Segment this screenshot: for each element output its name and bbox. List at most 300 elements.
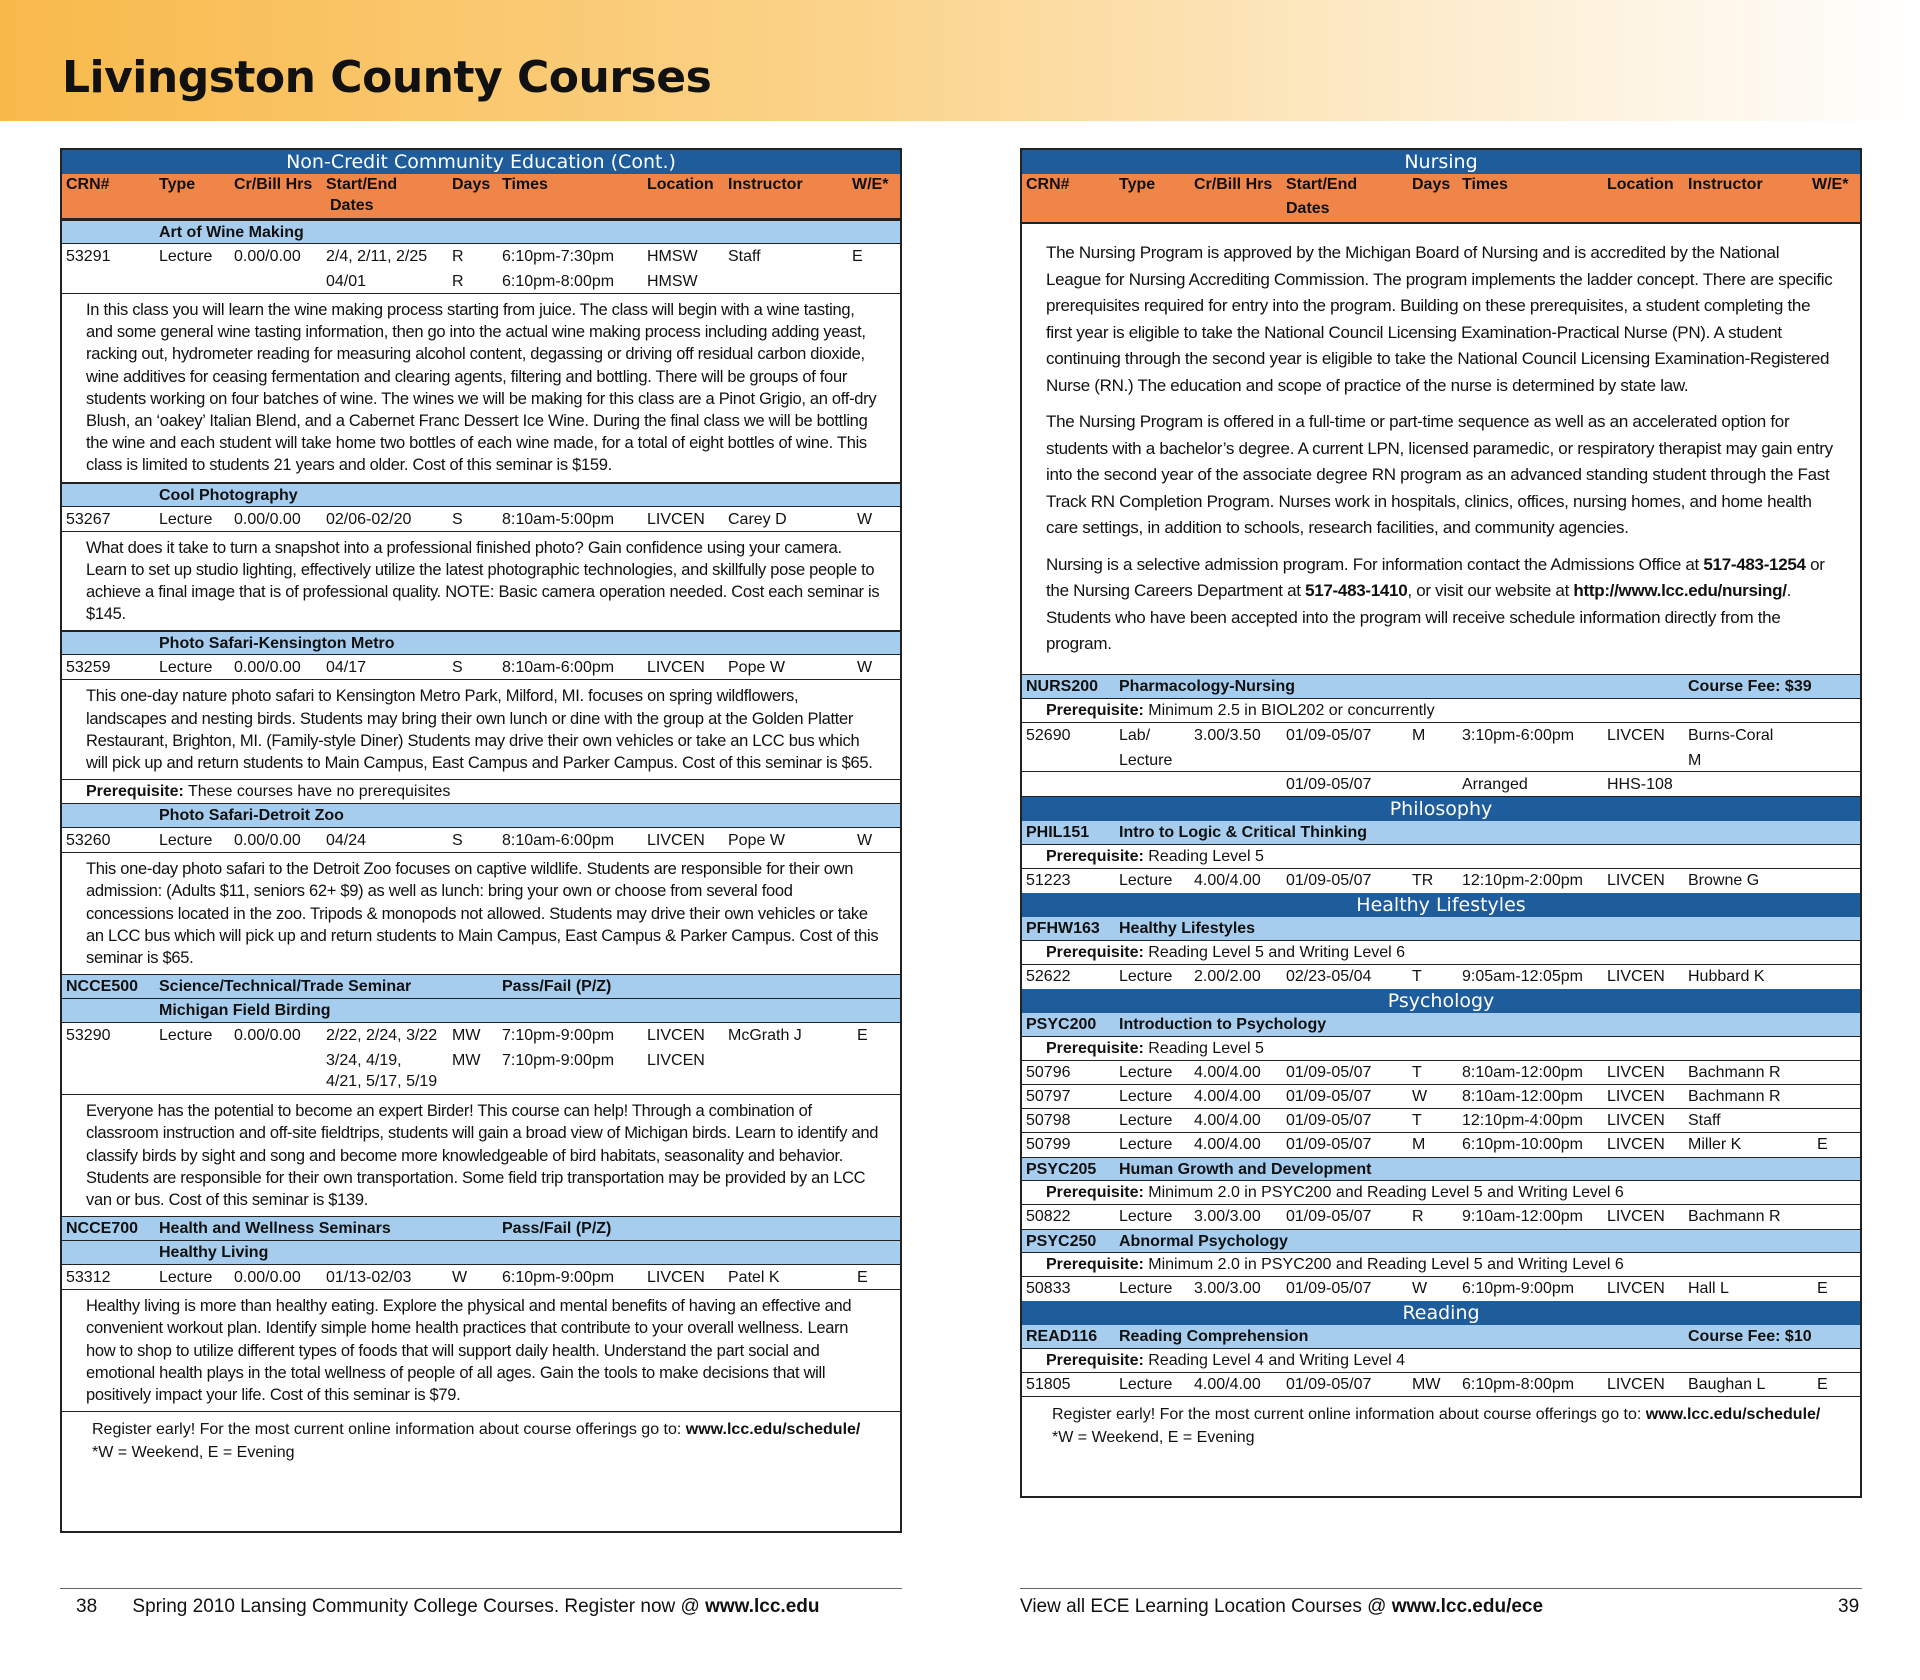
cell-days: MW <box>452 1052 481 1070</box>
cell-instructor: Hall L <box>1688 1279 1729 1297</box>
table-row <box>1022 748 1860 772</box>
cell-days: MW <box>1412 1375 1441 1393</box>
cell-type: Lab/ <box>1119 726 1151 744</box>
col-we: W/E* <box>1812 176 1849 193</box>
cell-location: LIVCEN <box>1607 1111 1665 1129</box>
col-times: Times <box>1462 176 1508 193</box>
cell-dates: 01/09-05/07 <box>1286 1279 1372 1297</box>
cell-crn: 51223 <box>1026 871 1071 889</box>
cell-type: Lecture <box>1119 1135 1173 1153</box>
cell-crn: 50797 <box>1026 1087 1071 1105</box>
cell-type: Lecture <box>159 659 213 677</box>
cell-we: W <box>857 510 873 528</box>
cell-location: HMSW <box>647 273 698 290</box>
course-code: PSYC200 <box>1026 1015 1097 1033</box>
cell-days: R <box>1412 1207 1424 1225</box>
cell-times: 8:10am-6:00pm <box>502 832 615 850</box>
cell-times: 6:10pm-8:00pm <box>502 273 615 290</box>
prereq-text: Minimum 2.5 in BIOL202 or concurrently <box>1143 701 1435 719</box>
section-header-philosophy: Philosophy <box>1022 797 1860 821</box>
nursing-paragraph-2: The Nursing Program is offered in a full-time or part-time sequence as well as an accelerated option for students with a bachelor’s degree. A current LPN, licensed paramedic, or respiratory therapist may gain entry into the second year of the associate degree RN program as an advanced standing student through the Fast Track RN Completion Program. Nurses work in hospitals, clinics, offices, nursing homes, and home health care settings, in addition to schools, research facilities, and community agencies. <box>1046 412 1833 537</box>
cell-type: Lecture <box>1119 1375 1173 1393</box>
cell-crn: 53260 <box>66 832 111 850</box>
prerequisite <box>1022 699 1860 723</box>
course-grading: Pass/Fail (P/Z) <box>502 1220 612 1238</box>
cell-we: W <box>857 832 873 850</box>
prereq-label: Prerequisite: <box>1046 943 1144 961</box>
cell-times: 6:10pm-7:30pm <box>502 248 615 265</box>
prerequisite <box>1022 1037 1860 1061</box>
cell-dates: 01/13-02/03 <box>326 1269 412 1287</box>
course-band-read116 <box>1022 1325 1860 1349</box>
cell-days: T <box>1412 1111 1422 1129</box>
prerequisite <box>1022 845 1860 869</box>
prereq-text: These courses have no prerequisites <box>183 783 451 801</box>
cell-hrs: 0.00/0.00 <box>234 1027 301 1045</box>
cell-days: TR <box>1412 871 1434 889</box>
cell-hrs: 0.00/0.00 <box>234 659 301 677</box>
table-row <box>1022 1061 1860 1085</box>
table-row <box>1022 1085 1860 1109</box>
table-row <box>62 1265 900 1290</box>
cell-type: Lecture <box>159 1027 213 1045</box>
cell-times: 8:10am-5:00pm <box>502 510 615 528</box>
prereq-label: Prerequisite: <box>1046 1039 1144 1057</box>
cell-dates: 01/09-05/07 <box>1286 726 1372 744</box>
prereq-label: Prerequisite: <box>86 783 184 801</box>
cell-hrs: 4.00/4.00 <box>1194 1087 1261 1105</box>
cell-dates: 01/09-05/07 <box>1286 775 1372 793</box>
cell-times: 6:10pm-10:00pm <box>1462 1135 1583 1153</box>
cell-instructor: Miller K <box>1688 1135 1742 1153</box>
cell-type: Lecture <box>159 248 213 265</box>
cell-type: Lecture <box>1119 1207 1173 1225</box>
cell-location: LIVCEN <box>1607 967 1665 985</box>
cell-instructor: Bachmann R <box>1688 1207 1781 1225</box>
cell-location: LIVCEN <box>1607 1087 1665 1105</box>
col-hrs: Cr/Bill Hrs <box>234 176 313 193</box>
course-band-pfhw163 <box>1022 917 1860 941</box>
cell-days: W <box>452 1269 468 1287</box>
cell-hrs: 0.00/0.00 <box>234 510 301 528</box>
cell-type: Lecture <box>1119 1087 1173 1105</box>
table-row <box>1022 1277 1860 1301</box>
cell-times: 12:10pm-4:00pm <box>1462 1111 1583 1129</box>
cell-instructor: Browne G <box>1688 871 1760 889</box>
footer-rule-left <box>60 1588 902 1589</box>
course-name: Healthy Lifestyles <box>1119 919 1256 937</box>
footer-text: View all ECE Learning Location Courses @ <box>1020 1596 1392 1617</box>
prereq-label: Prerequisite: <box>1046 1351 1144 1369</box>
cell-location: LIVCEN <box>647 832 705 850</box>
cell-hrs: 4.00/4.00 <box>1194 1063 1261 1081</box>
p3-text: Nursing is a selective admission program. For information contact the Admissions Office at <box>1046 554 1704 574</box>
admissions-phone: 517-483-1254 <box>1703 554 1806 574</box>
course-band-wine <box>62 220 900 244</box>
cell-hrs: 4.00/4.00 <box>1194 1135 1261 1153</box>
cell-instructor: Pope W <box>728 659 785 677</box>
cell-we: E <box>857 1269 868 1287</box>
cell-dates: 01/09-05/07 <box>1286 1135 1372 1153</box>
cell-hrs: 3.00/3.00 <box>1194 1207 1261 1225</box>
course-band-psyc200 <box>1022 1013 1860 1037</box>
course-band-ncce700 <box>62 1217 900 1241</box>
cell-times: 3:10pm-6:00pm <box>1462 726 1575 744</box>
cell-location: LIVCEN <box>1607 1207 1665 1225</box>
cell-instructor: Carey D <box>728 510 787 528</box>
prerequisite <box>1022 1349 1860 1373</box>
course-title: Art of Wine Making <box>159 224 304 241</box>
cell-location: LIVCEN <box>647 1052 705 1070</box>
course-title: Photo Safari-Kensington Metro <box>159 635 395 653</box>
cell-crn: 53267 <box>66 510 111 528</box>
col-type: Type <box>1119 176 1156 193</box>
cell-times: 7:10pm-9:00pm <box>502 1052 615 1070</box>
course-description: What does it take to turn a snapshot into a professional finished photo? Gain confidence using your camera. Learn to set up studio lighting, effectively utilize the latest photographic technologies, and skillfully pose people to achieve a final image that is of professional quality. NOTE: Basic camera operation needed. Cost each seminar is $145. <box>62 532 900 632</box>
cell-location: LIVCEN <box>647 1269 705 1287</box>
nursing-phone: 517-483-1410 <box>1305 581 1408 600</box>
cell-times: Arranged <box>1462 775 1528 793</box>
prereq-label: Prerequisite: <box>1046 1255 1144 1273</box>
cell-instructor: Pope W <box>728 832 785 850</box>
cell-location: LIVCEN <box>647 510 705 528</box>
col-days: Days <box>452 176 491 193</box>
cell-hrs: 0.00/0.00 <box>234 832 301 850</box>
cell-hrs: 3.00/3.50 <box>1194 726 1261 744</box>
table-row <box>62 1048 900 1073</box>
course-band-psyc250 <box>1022 1229 1860 1253</box>
column-headers <box>1022 174 1860 224</box>
col-location: Location <box>1607 176 1674 193</box>
footer-rule-right <box>1020 1588 1862 1589</box>
course-title: Healthy Living <box>159 1244 269 1262</box>
cell-times: 6:10pm-9:00pm <box>502 1269 615 1287</box>
page-title: Livingston County Courses <box>62 52 712 103</box>
cell-dates: 01/09-05/07 <box>1286 1087 1372 1105</box>
prereq-text: Reading Level 4 and Writing Level 4 <box>1143 1351 1406 1369</box>
cell-type: Lecture <box>159 1269 213 1287</box>
cell-hrs: 4.00/4.00 <box>1194 871 1261 889</box>
cell-times: 9:05am-12:05pm <box>1462 967 1583 985</box>
cell-crn: 52622 <box>1026 967 1071 985</box>
cell-dates: 01/09-05/07 <box>1286 1375 1372 1393</box>
cell-days: MW <box>452 1027 481 1045</box>
cell-instructor: Patel K <box>728 1269 780 1287</box>
course-description: This one-day nature photo safari to Kensington Metro Park, Milford, MI. focuses on spring wildflowers, landscapes and nesting birds. Students may bring their own lunch or dine with the group at the Golden Platter Restaurant, Brighton, MI. (Family-style Diner) Students may drive their own vehicles or take an LCC bus which will pick up and return students to Main Campus, East Campus and Parker Campus. Cost of this seminar is $65. <box>62 680 900 780</box>
p3-text: , or visit our website at <box>1407 581 1574 600</box>
note-text: Register early! For the most current online information about course offerings go to: <box>92 1421 686 1439</box>
cell-dates: 01/09-05/07 <box>1286 1111 1372 1129</box>
page-number: 38 <box>76 1596 98 1617</box>
cell-location: LIVCEN <box>1607 1279 1665 1297</box>
cell-dates: 02/23-05/04 <box>1286 967 1372 985</box>
footer-right <box>1020 1596 1543 1618</box>
nursing-link[interactable]: http://www.lcc.edu/nursing/ <box>1573 581 1787 600</box>
footer-left <box>76 1596 820 1618</box>
cell-crn: 50799 <box>1026 1135 1071 1153</box>
cell-type: Lecture <box>159 832 213 850</box>
cell-location: LIVCEN <box>1607 1135 1665 1153</box>
cell-crn: 52690 <box>1026 726 1071 744</box>
course-name: Introduction to Psychology <box>1119 1015 1327 1033</box>
table-row <box>1022 965 1860 989</box>
cell-hrs: 4.00/4.00 <box>1194 1111 1261 1129</box>
col-crn: CRN# <box>66 176 110 193</box>
ece-link[interactable]: www.lcc.edu/ece <box>1391 1596 1544 1617</box>
cell-location: LIVCEN <box>647 1027 705 1045</box>
course-code: PFHW163 <box>1026 919 1100 937</box>
cell-instructor: Burns-Coral <box>1688 726 1774 744</box>
course-name: Science/Technical/Trade Seminar <box>159 978 412 996</box>
cell-crn: 50822 <box>1026 1207 1071 1225</box>
cell-instructor: M <box>1688 751 1702 769</box>
table-row <box>62 1073 900 1095</box>
cell-we: E <box>1817 1375 1828 1393</box>
cell-location: LIVCEN <box>1607 1375 1665 1393</box>
cell-crn: 51805 <box>1026 1375 1071 1393</box>
legend-text: *W = Weekend, E = Evening <box>92 1444 295 1462</box>
cell-type: Lecture <box>1119 751 1173 769</box>
cell-crn: 53312 <box>66 1269 111 1287</box>
table-row <box>1022 1109 1860 1133</box>
cell-instructor: Bachmann R <box>1688 1063 1781 1081</box>
cell-we: E <box>1817 1279 1828 1297</box>
p3-text: or the Nursing Careers Department at <box>1046 554 1825 600</box>
prereq-text: Reading Level 5 <box>1143 1039 1264 1057</box>
course-code: NCCE500 <box>66 978 139 996</box>
prerequisite <box>1022 941 1860 965</box>
cell-days: S <box>452 659 463 677</box>
legend-text: *W = Weekend, E = Evening <box>1052 1428 1255 1446</box>
footer-text: Spring 2010 Lansing Community College Courses. Register now @ <box>132 1596 706 1617</box>
col-dates-2: Dates <box>330 197 374 214</box>
col-instructor: Instructor <box>1688 176 1763 193</box>
cell-dates: 04/24 <box>326 832 367 850</box>
cell-days: M <box>1412 1135 1426 1153</box>
prereq-label: Prerequisite: <box>1046 1183 1144 1201</box>
table-row <box>1022 723 1860 748</box>
col-hrs: Cr/Bill Hrs <box>1194 176 1273 193</box>
cell-times: 12:10pm-2:00pm <box>1462 871 1583 889</box>
course-band-psyc205 <box>1022 1157 1860 1181</box>
cell-times: 7:10pm-9:00pm <box>502 1027 615 1045</box>
right-course-table <box>1020 148 1862 1498</box>
col-times: Times <box>502 176 548 193</box>
register-note <box>1022 1397 1860 1449</box>
cell-instructor: McGrath J <box>728 1027 802 1045</box>
cell-dates: 02/06-02/20 <box>326 510 412 528</box>
course-code: NURS200 <box>1026 677 1099 695</box>
course-description: Everyone has the potential to become an expert Birder! This course can help! Through a combination of classroom instruction and off-site fieldtrips, students will gain a broad view of Michigan birds. Learn to identify and classify birds by sight and song and become more knowledgeable of bird habitats, seasonality and behavior. Students are responsible for their own transportation. Some field trip transportation may be provided by an LCC van or bus. Cost of this seminar is $139. <box>62 1095 900 1217</box>
cell-type: Lecture <box>1119 871 1173 889</box>
course-name: Human Growth and Development <box>1119 1160 1372 1178</box>
cell-location: HMSW <box>647 248 698 265</box>
course-description: In this class you will learn the wine making process starting from juice. The class will begin with a wine tasting, and some general wine tasting information, then go into the actual wine making process including adding yeast, racking out, hydrometer reading for measuring alcohol content, degassing or driving off residual carbon dioxide, wine additives for ceasing fermentation and clearing agents, filtering and bottling. There will be groups of four students working on four batches of wine. The wines we will be making for this class are a Pinot Grigio, an off-dry Blush, an ‘oakey’ Italian Blend, and a Cabernet Franc Dessert Ice Wine. During the final class we will be bottling the wine and each student will take home two bottles of each wine made, for a total of eight bottles of wine. This class is limited to students 21 years and older. Cost of this seminar is $159. <box>62 294 900 483</box>
lcc-link[interactable]: www.lcc.edu <box>705 1596 820 1617</box>
table-row <box>62 828 900 853</box>
course-title: Michigan Field Birding <box>159 1002 331 1020</box>
cell-we: E <box>857 1027 868 1045</box>
cell-crn: 53291 <box>66 248 111 265</box>
cell-hrs: 3.00/3.00 <box>1194 1279 1261 1297</box>
prereq-label: Prerequisite: <box>1046 701 1144 719</box>
course-title: Cool Photography <box>159 486 298 504</box>
cell-instructor: Staff <box>1688 1111 1721 1129</box>
cell-hrs: 4.00/4.00 <box>1194 1375 1261 1393</box>
cell-location: HHS-108 <box>1607 775 1673 793</box>
cell-days: T <box>1412 967 1422 985</box>
cell-times: 9:10am-12:00pm <box>1462 1207 1583 1225</box>
table-row <box>62 507 900 532</box>
course-name: Intro to Logic & Critical Thinking <box>1119 823 1367 841</box>
col-dates: Start/End <box>1286 176 1358 193</box>
cell-days: R <box>452 273 464 290</box>
prereq-text: Reading Level 5 <box>1143 847 1264 865</box>
cell-dates: 2/4, 2/11, 2/25 <box>326 248 428 265</box>
cell-we: W <box>857 659 873 677</box>
cell-type: Lecture <box>1119 1279 1173 1297</box>
nursing-paragraph-3 <box>1046 552 1838 658</box>
footer-right-page <box>1838 1596 1859 1618</box>
cell-location: LIVCEN <box>647 659 705 677</box>
prereq-label: Prerequisite: <box>1046 847 1144 865</box>
prereq-text: Minimum 2.0 in PSYC200 and Reading Level 5 and Writing Level 6 <box>1143 1255 1624 1273</box>
cell-dates: 4/21, 5/17, 5/19 <box>326 1073 438 1091</box>
course-name: Pharmacology-Nursing <box>1119 677 1296 695</box>
table-row <box>62 655 900 680</box>
cell-days: S <box>452 510 463 528</box>
cell-days: R <box>452 248 464 265</box>
prereq-text: Reading Level 5 and Writing Level 6 <box>1143 943 1406 961</box>
cell-we: E <box>852 248 863 265</box>
cell-hrs: 2.00/2.00 <box>1194 967 1261 985</box>
cell-dates: 01/09-05/07 <box>1286 871 1372 889</box>
prerequisite <box>1022 1253 1860 1277</box>
cell-location: LIVCEN <box>1607 1063 1665 1081</box>
course-code: PHIL151 <box>1026 823 1090 841</box>
prerequisite <box>1022 1181 1860 1205</box>
cell-crn: 50796 <box>1026 1063 1071 1081</box>
cell-dates: 01/09-05/07 <box>1286 1207 1372 1225</box>
table-row <box>1022 772 1860 797</box>
cell-location: LIVCEN <box>1607 871 1665 889</box>
course-description: This one-day photo safari to the Detroit Zoo focuses on captive wildlife. Students are responsible for their own admission: (Adults $11, seniors 62+ $9) as well as lunch: bring your own or choose from several food concessions located in the zoo. Tripods & monopods not allowed. Students may drive their own vehicles or take an LCC bus which will pick up and return students to Main Campus, East Campus & Parker Campus. Cost of this seminar is $65. <box>62 853 900 975</box>
course-name: Reading Comprehension <box>1119 1327 1309 1345</box>
nursing-description <box>1022 224 1860 675</box>
cell-hrs: 0.00/0.00 <box>234 248 301 265</box>
table-row <box>62 269 900 294</box>
course-band-field-birding <box>62 999 900 1023</box>
cell-instructor: Bachmann R <box>1688 1087 1781 1105</box>
cell-type: Lecture <box>1119 967 1173 985</box>
course-title: Photo Safari-Detroit Zoo <box>159 807 344 825</box>
col-dates: Start/End <box>326 176 398 193</box>
course-band-detroit-zoo <box>62 804 900 828</box>
column-headers <box>62 174 900 220</box>
course-band-healthy-living <box>62 1241 900 1265</box>
cell-we: E <box>1817 1135 1828 1153</box>
col-crn: CRN# <box>1026 176 1070 193</box>
course-name: Health and Wellness Seminars <box>159 1220 391 1238</box>
cell-dates: 01/09-05/07 <box>1286 1063 1372 1081</box>
cell-location: LIVCEN <box>1607 726 1665 744</box>
cell-crn: 53259 <box>66 659 111 677</box>
col-type: Type <box>159 176 196 193</box>
cell-times: 6:10pm-8:00pm <box>1462 1375 1575 1393</box>
cell-type: Lecture <box>1119 1063 1173 1081</box>
prerequisite <box>62 780 900 804</box>
table-row <box>62 244 900 269</box>
cell-crn: 53290 <box>66 1027 111 1045</box>
p3-text: . Students who have been accepted into the program will receive schedule information directly from the program. <box>1046 581 1792 653</box>
col-dates-2: Dates <box>1286 200 1330 217</box>
course-name: Abnormal Psychology <box>1119 1232 1288 1250</box>
cell-dates: 04/01 <box>326 273 367 290</box>
note-text: Register early! For the most current online information about course offerings go to: <box>1052 1405 1646 1423</box>
cell-instructor: Baughan L <box>1688 1375 1766 1393</box>
cell-type: Lecture <box>159 510 213 528</box>
course-code: PSYC250 <box>1026 1232 1097 1250</box>
schedule-link[interactable]: www.lcc.edu/schedule/ <box>1645 1405 1821 1423</box>
cell-dates: 04/17 <box>326 659 367 677</box>
course-band-phil151 <box>1022 821 1860 845</box>
table-row <box>1022 1373 1860 1397</box>
page-number: 39 <box>1838 1596 1860 1617</box>
course-band-cool-photography <box>62 483 900 507</box>
cell-dates: 2/22, 2/24, 3/22 <box>326 1027 438 1045</box>
section-header-psychology: Psychology <box>1022 989 1860 1013</box>
course-code: READ116 <box>1026 1327 1098 1345</box>
cell-type: Lecture <box>1119 1111 1173 1129</box>
section-header-healthy-lifestyles: Healthy Lifestyles <box>1022 893 1860 917</box>
course-fee: Course Fee: $39 <box>1688 677 1812 695</box>
section-header-noncredit: Non-Credit Community Education (Cont.) <box>62 150 900 174</box>
cell-instructor: Staff <box>728 248 761 265</box>
table-row <box>1022 869 1860 893</box>
table-row <box>1022 1133 1860 1157</box>
col-days: Days <box>1412 176 1451 193</box>
course-description: Healthy living is more than healthy eating. Explore the physical and mental benefits of having an effective and convenient workout plan. Identify simple home health practices that contribute to your overall wellness. Learn how to shop to utilize different types of foods that will support daily health. Understand the part social and emotional health plays in the total wellness of people of all ages. Gain the tools to make decisions that will positively impact your life. Cost of this seminar is $79. <box>62 1290 900 1412</box>
section-header-reading: Reading <box>1022 1301 1860 1325</box>
register-note <box>62 1412 900 1464</box>
cell-times: 8:10am-12:00pm <box>1462 1063 1583 1081</box>
cell-days: W <box>1412 1087 1428 1105</box>
course-band-nurs200 <box>1022 675 1860 699</box>
cell-days: W <box>1412 1279 1428 1297</box>
cell-hrs: 0.00/0.00 <box>234 1269 301 1287</box>
cell-times: 6:10pm-9:00pm <box>1462 1279 1575 1297</box>
table-row <box>62 1023 900 1048</box>
course-band-ncce500 <box>62 975 900 999</box>
cell-times: 8:10am-12:00pm <box>1462 1087 1583 1105</box>
cell-times: 8:10am-6:00pm <box>502 659 615 677</box>
prereq-text: Minimum 2.0 in PSYC200 and Reading Level 5 and Writing Level 6 <box>1143 1183 1624 1201</box>
col-location: Location <box>647 176 714 193</box>
cell-instructor: Hubbard K <box>1688 967 1765 985</box>
col-instructor: Instructor <box>728 176 803 193</box>
cell-dates: 3/24, 4/19, <box>326 1052 402 1070</box>
course-band-kensington <box>62 631 900 655</box>
nursing-paragraph-1: The Nursing Program is approved by the Michigan Board of Nursing and is accredited by the National League for Nursing Accrediting Commission. The program implements the ladder concept. There are specific prerequisites required for entry into the program. Building on these prerequisites, a student completing the first year is eligible to take the National Council Licensing Examination-Practical Nurse (PN). A student continuing through the second year is eligible to take the National Council Licensing Examination-Registered Nurse (RN.) The education and scope of practice of the nurse is determined by state law. <box>1046 243 1833 395</box>
course-code: PSYC205 <box>1026 1160 1097 1178</box>
course-fee: Course Fee: $10 <box>1688 1327 1812 1345</box>
cell-days: S <box>452 832 463 850</box>
schedule-link[interactable]: www.lcc.edu/schedule/ <box>685 1421 861 1439</box>
left-course-table <box>60 148 902 1533</box>
cell-days: M <box>1412 726 1426 744</box>
table-row <box>1022 1205 1860 1229</box>
course-code: NCCE700 <box>66 1220 139 1238</box>
